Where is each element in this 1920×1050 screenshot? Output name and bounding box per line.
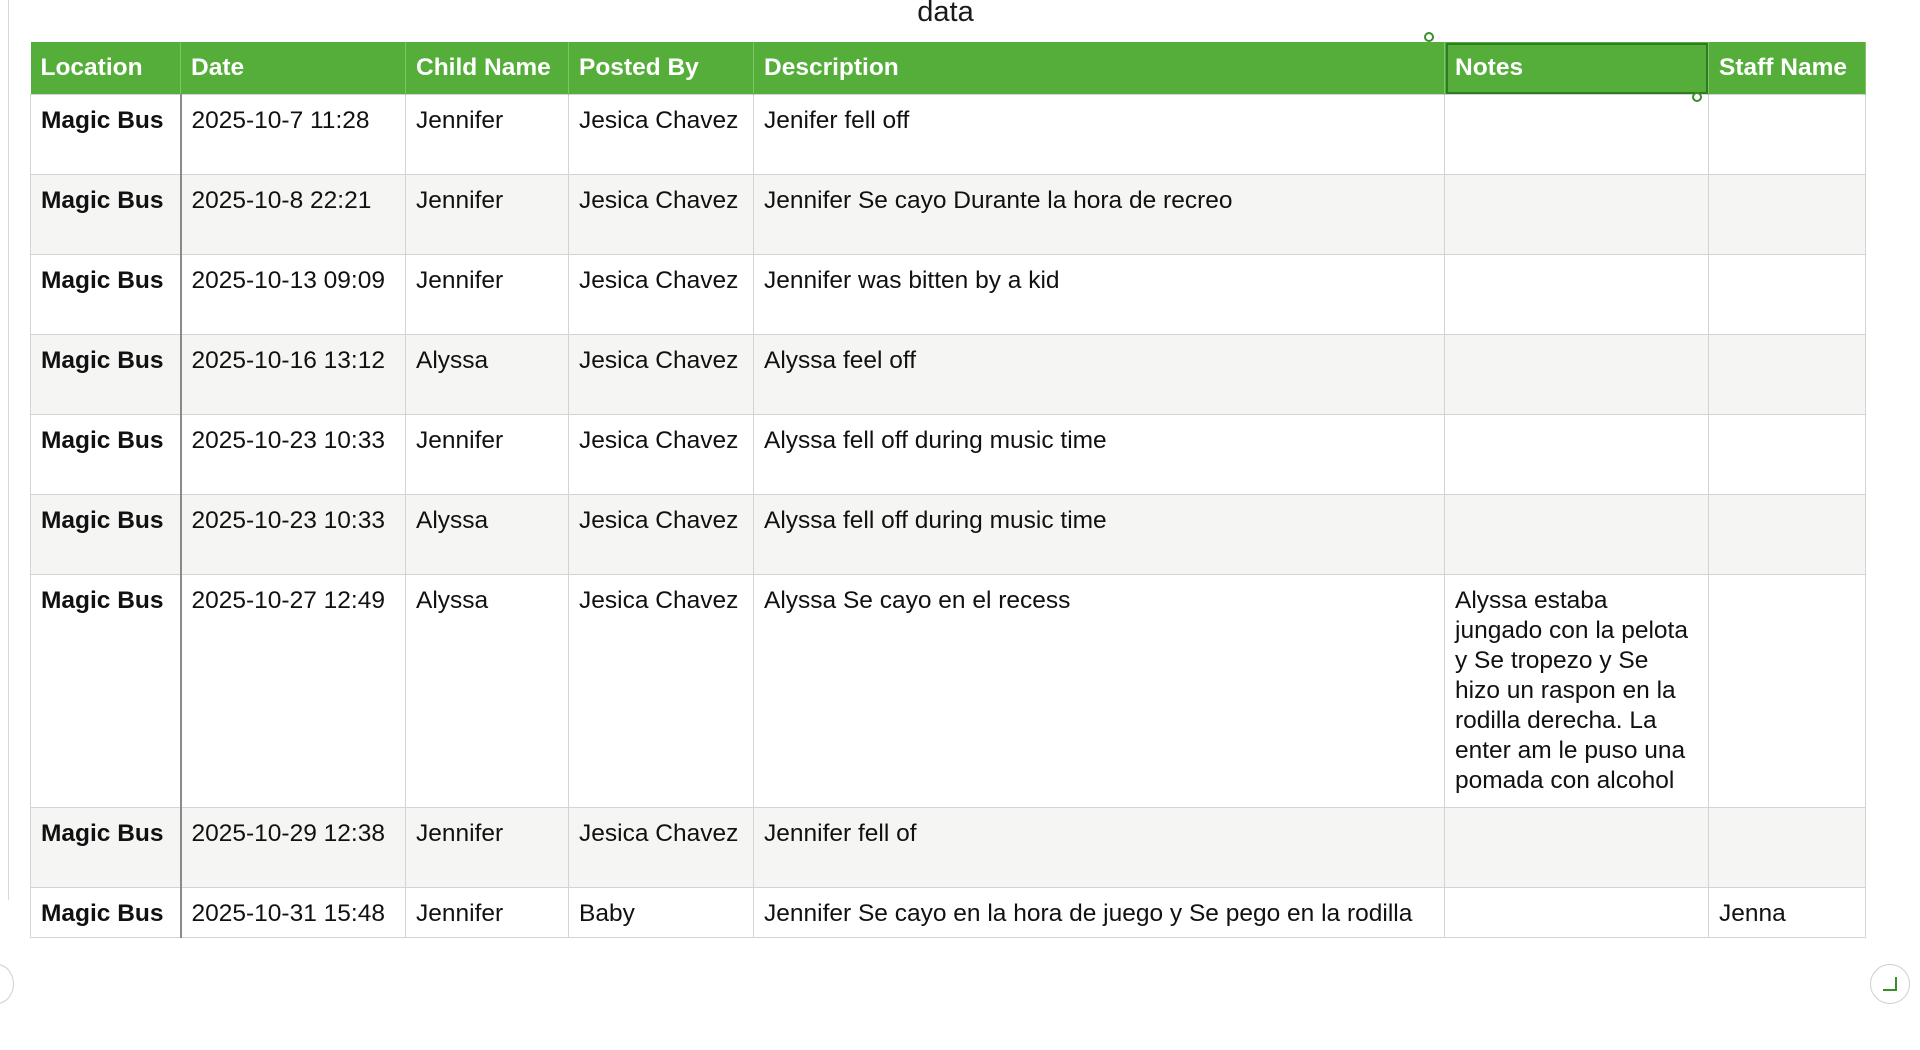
header-date[interactable]: Date — [181, 42, 406, 95]
data-table[interactable] — [30, 42, 1866, 938]
cell-staff-name[interactable] — [1709, 175, 1866, 255]
header-child-name[interactable]: Child Name — [406, 42, 569, 95]
cell-description[interactable]: Alyssa Se cayo en el recess — [754, 575, 1445, 808]
header-notes[interactable]: Notes — [1445, 42, 1709, 95]
cell-posted-by[interactable]: Jesica Chavez — [569, 175, 754, 255]
cell-date[interactable]: 2025-10-27 12:49 — [181, 575, 406, 808]
cell-date[interactable]: 2025-10-13 09:09 — [181, 255, 406, 335]
cell-location[interactable]: Magic Bus — [31, 575, 181, 808]
cell-staff-name[interactable] — [1709, 415, 1866, 495]
cell-notes[interactable] — [1445, 175, 1709, 255]
cell-staff-name[interactable]: Jenna — [1709, 888, 1866, 938]
table-row — [31, 888, 1866, 938]
header-location[interactable]: Location — [31, 42, 181, 95]
cell-child-name[interactable]: Jennifer — [406, 255, 569, 335]
cell-posted-by[interactable]: Jesica Chavez — [569, 495, 754, 575]
cell-child-name[interactable]: Jennifer — [406, 808, 569, 888]
table-title[interactable]: data — [917, 0, 974, 28]
cell-staff-name[interactable] — [1709, 495, 1866, 575]
table-row — [31, 495, 1866, 575]
cell-staff-name[interactable] — [1709, 808, 1866, 888]
cell-staff-name[interactable] — [1709, 335, 1866, 415]
cell-notes[interactable] — [1445, 495, 1709, 575]
cell-staff-name[interactable] — [1709, 255, 1866, 335]
table-row — [31, 95, 1866, 175]
cell-posted-by[interactable]: Jesica Chavez — [569, 808, 754, 888]
cell-date[interactable]: 2025-10-8 22:21 — [181, 175, 406, 255]
header-description[interactable]: Description — [754, 42, 1445, 95]
cell-notes[interactable] — [1445, 888, 1709, 938]
cell-location[interactable]: Magic Bus — [31, 175, 181, 255]
header-staff-name[interactable]: Staff Name — [1709, 42, 1866, 95]
cell-description[interactable]: Jennifer was bitten by a kid — [754, 255, 1445, 335]
table-row — [31, 808, 1866, 888]
table-left-handle[interactable] — [0, 964, 14, 1004]
table-row — [31, 415, 1866, 495]
cell-child-name[interactable]: Jennifer — [406, 175, 569, 255]
table-row — [31, 255, 1866, 335]
cell-location[interactable]: Magic Bus — [31, 335, 181, 415]
cell-description[interactable]: Jennifer Se cayo Durante la hora de recreo — [754, 175, 1445, 255]
cell-date[interactable]: 2025-10-23 10:33 — [181, 415, 406, 495]
cell-child-name[interactable]: Alyssa — [406, 495, 569, 575]
cell-notes[interactable] — [1445, 255, 1709, 335]
cell-date[interactable]: 2025-10-16 13:12 — [181, 335, 406, 415]
selection-handle-top-left[interactable] — [1424, 32, 1434, 42]
cell-location[interactable]: Magic Bus — [31, 95, 181, 175]
cell-notes[interactable] — [1445, 95, 1709, 175]
cell-posted-by[interactable]: Jesica Chavez — [569, 335, 754, 415]
cell-location[interactable]: Magic Bus — [31, 888, 181, 938]
cell-notes[interactable] — [1445, 415, 1709, 495]
header-row — [31, 42, 1866, 95]
cell-notes[interactable] — [1445, 808, 1709, 888]
cell-posted-by[interactable]: Jesica Chavez — [569, 415, 754, 495]
table-row — [31, 335, 1866, 415]
header-posted-by[interactable]: Posted By — [569, 42, 754, 95]
resize-corner-icon[interactable] — [1870, 964, 1910, 1004]
cell-description[interactable]: Jennifer Se cayo en la hora de juego y Se pego en la rodilla — [754, 888, 1445, 938]
cell-child-name[interactable]: Jennifer — [406, 95, 569, 175]
sheet-left-edge — [0, 0, 9, 900]
table-row — [31, 175, 1866, 255]
cell-staff-name[interactable] — [1709, 575, 1866, 808]
cell-posted-by[interactable]: Jesica Chavez — [569, 95, 754, 175]
cell-notes[interactable] — [1445, 335, 1709, 415]
cell-child-name[interactable]: Alyssa — [406, 575, 569, 808]
cell-description[interactable]: Alyssa feel off — [754, 335, 1445, 415]
cell-posted-by[interactable]: Baby — [569, 888, 754, 938]
cell-location[interactable]: Magic Bus — [31, 495, 181, 575]
cell-date[interactable]: 2025-10-29 12:38 — [181, 808, 406, 888]
cell-description[interactable]: Jenifer fell off — [754, 95, 1445, 175]
cell-location[interactable]: Magic Bus — [31, 255, 181, 335]
cell-location[interactable]: Magic Bus — [31, 415, 181, 495]
cell-posted-by[interactable]: Jesica Chavez — [569, 255, 754, 335]
corner-mark — [1883, 977, 1897, 991]
cell-description[interactable]: Alyssa fell off during music time — [754, 415, 1445, 495]
cell-location[interactable]: Magic Bus — [31, 808, 181, 888]
cell-child-name[interactable]: Jennifer — [406, 888, 569, 938]
table-row — [31, 575, 1866, 808]
cell-date[interactable]: 2025-10-7 11:28 — [181, 95, 406, 175]
cell-child-name[interactable]: Jennifer — [406, 415, 569, 495]
cell-staff-name[interactable] — [1709, 95, 1866, 175]
cell-description[interactable]: Alyssa fell off during music time — [754, 495, 1445, 575]
cell-child-name[interactable]: Alyssa — [406, 335, 569, 415]
cell-notes[interactable]: Alyssa estaba jungado con la pelota y Se tropezo y Se hizo un raspon en la rodilla derecha. La enter am le puso una pomada con alcohol — [1445, 575, 1709, 808]
cell-posted-by[interactable]: Jesica Chavez — [569, 575, 754, 808]
cell-date[interactable]: 2025-10-23 10:33 — [181, 495, 406, 575]
cell-date[interactable]: 2025-10-31 15:48 — [181, 888, 406, 938]
selection-handle-bottom-right[interactable] — [1692, 92, 1702, 102]
cell-description[interactable]: Jennifer fell of — [754, 808, 1445, 888]
